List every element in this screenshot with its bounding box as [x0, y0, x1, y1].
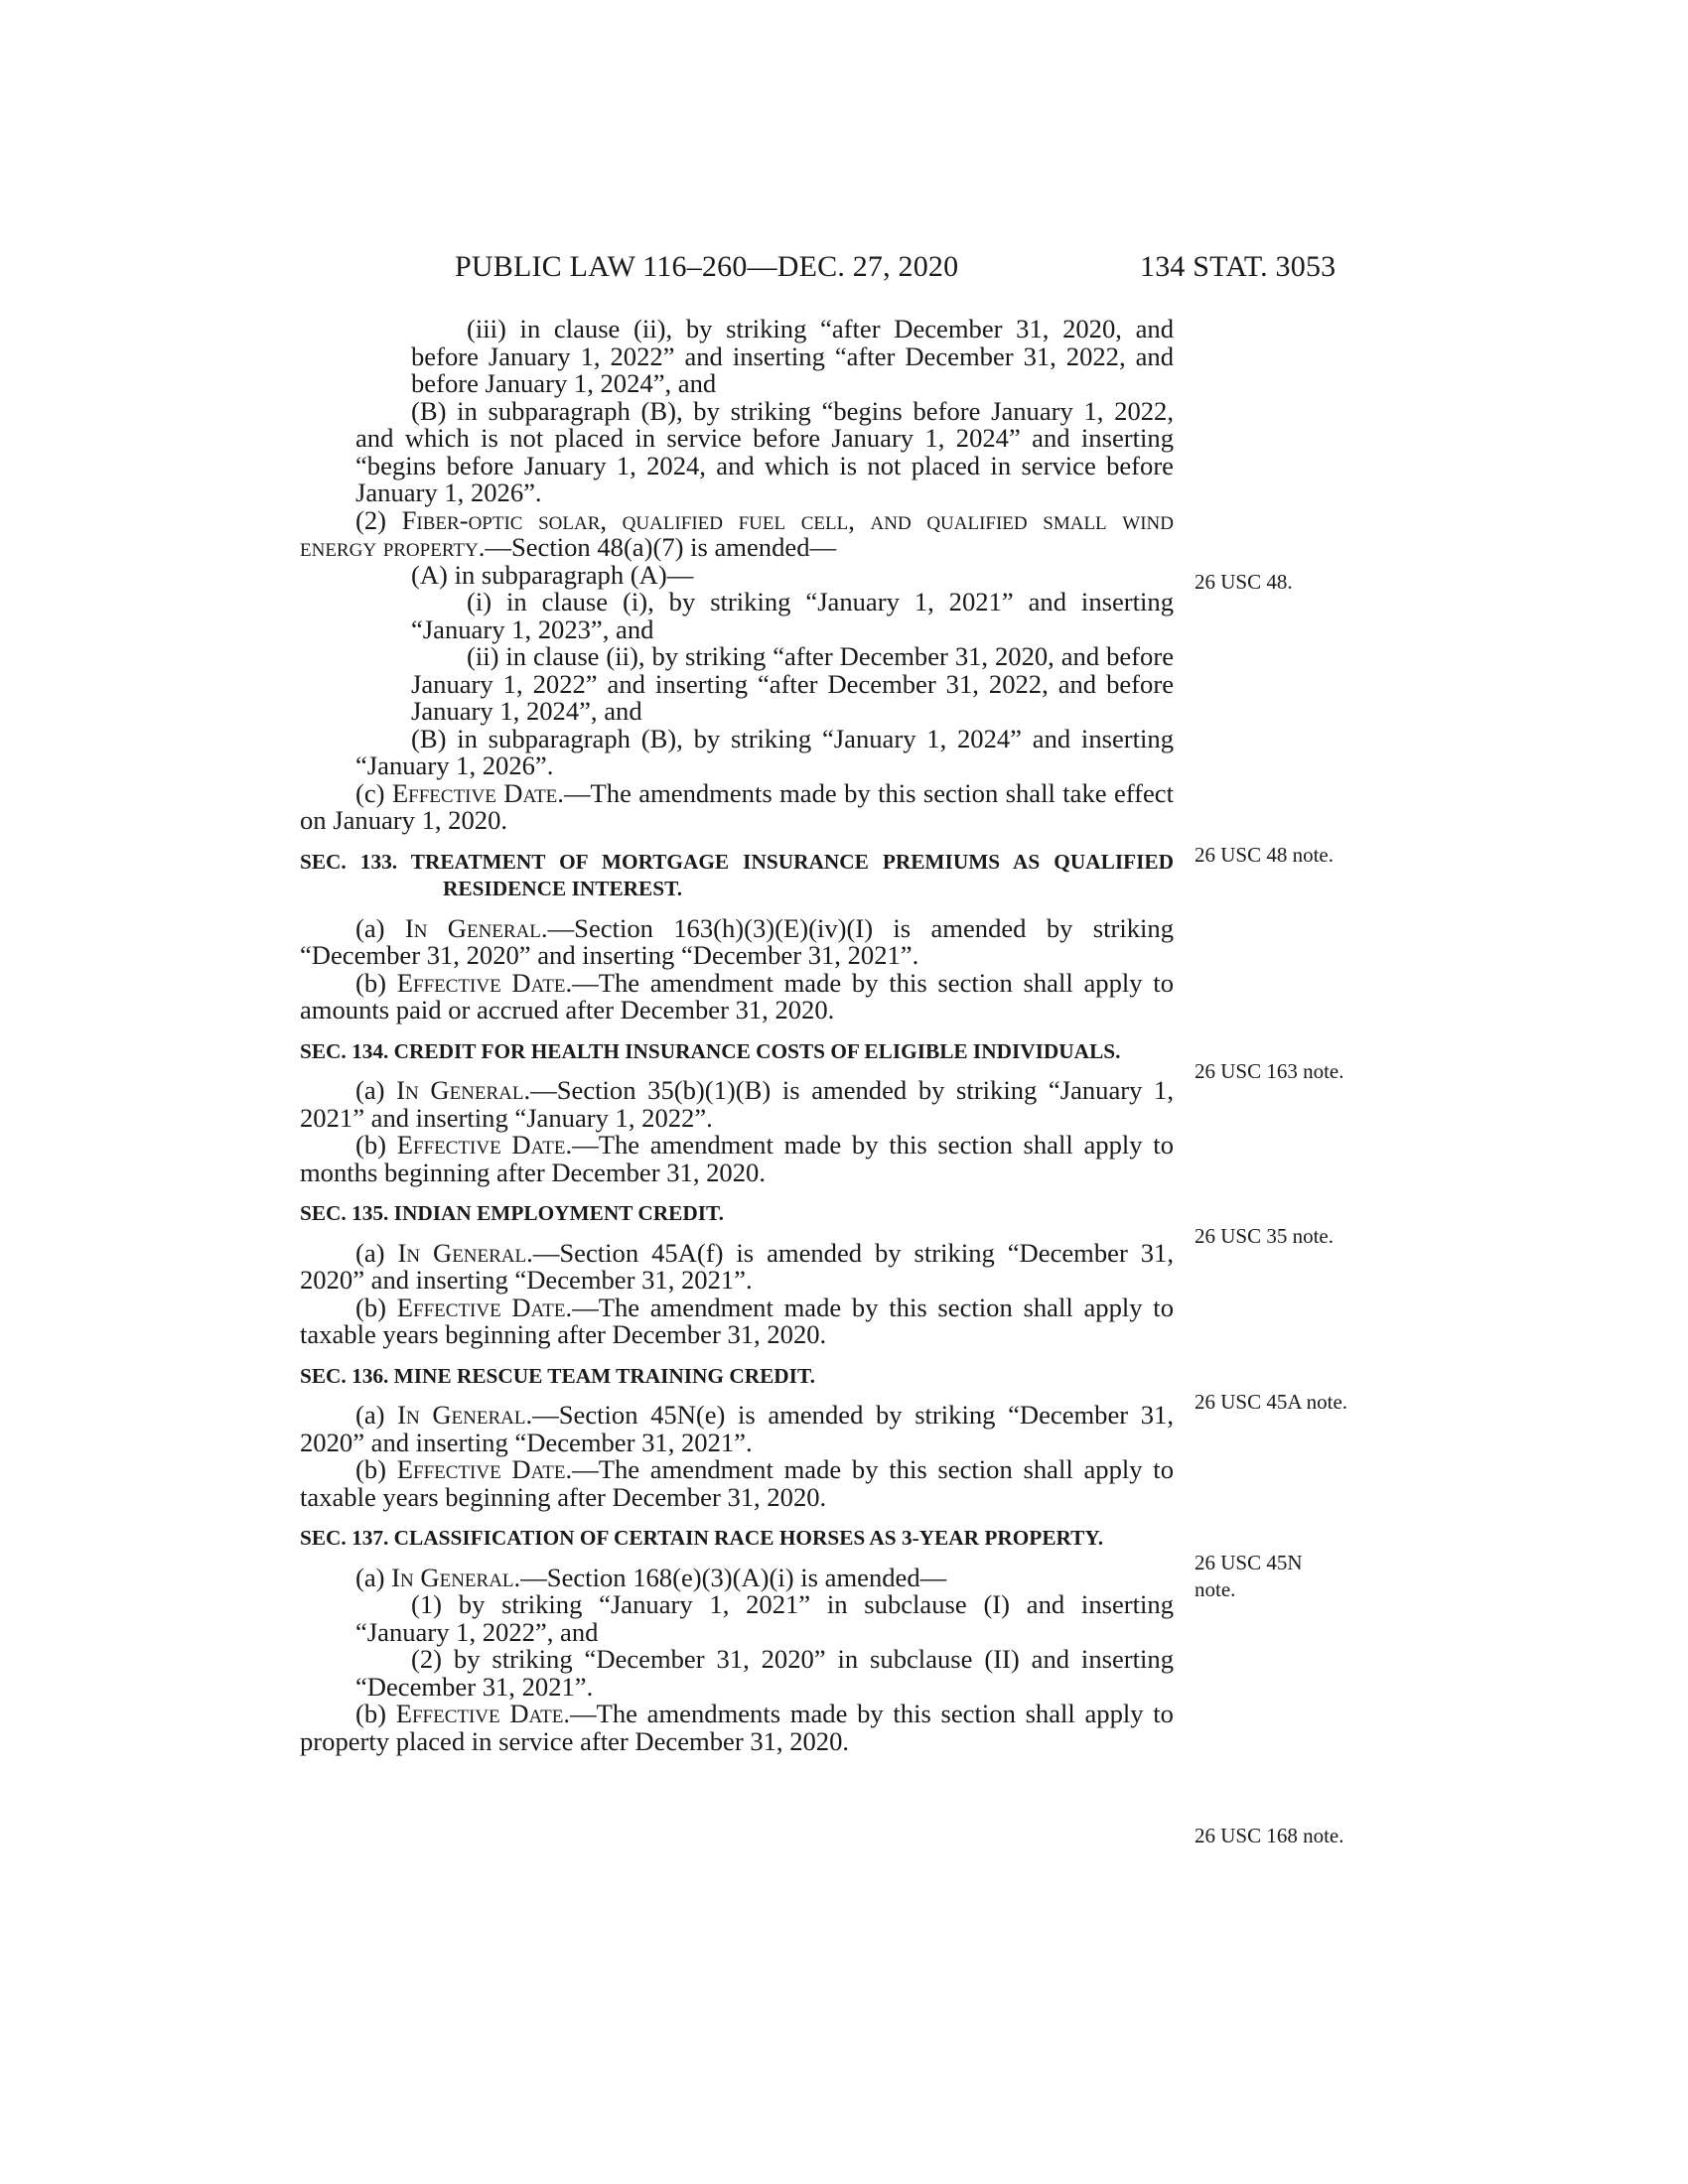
section-136-general — [300, 1402, 1174, 1456]
section-137-general — [300, 1562, 1174, 1592]
paragraph-text: —The amendment made by this section shall apply to months beginning after December 31, 2020. — [300, 1130, 1174, 1187]
paragraph-label: (a) — [355, 1075, 397, 1105]
section-number: SEC. 135. — [300, 1201, 394, 1225]
paragraph-heading: (2) Fiber-optic solar, qualified fuel cell, and qualified small wind energy property. — [300, 504, 1174, 562]
section-title: MINE RESCUE TEAM TRAINING CREDIT. — [393, 1363, 815, 1388]
section-133-general — [300, 912, 1175, 970]
margin-note-usc45n: 26 USC 45N — [1195, 1551, 1303, 1574]
paragraph-clause-ii: (ii) in clause (ii), by striking “after December 31, 2020, and before January 1, 2022” and inserting “after December 31, 2022, and before January 1, 2024”, and — [411, 641, 1174, 726]
paragraph-subparagraph-b-2: (B) in subparagraph (B), by striking “January 1, 2024” and inserting “January 1, 2026”. — [355, 723, 1174, 780]
section-title: CLASSIFICATION OF CERTAIN RACE HORSES AS 3-YEAR PROPERTY. — [393, 1526, 1104, 1550]
paragraph-text: —Section 45N(e) is amended by striking “December 31, 2020” and inserting “December 31, 2021”. — [300, 1400, 1174, 1457]
paragraph-label: (a) — [355, 1562, 392, 1592]
section-title: INDIAN EMPLOYMENT CREDIT. — [393, 1201, 724, 1225]
section-number: SEC. 137. — [300, 1526, 394, 1550]
paragraph-text: —The amendment made by this section shall apply to amounts paid or accrued after December 31, 2020. — [300, 967, 1174, 1024]
margin-note-usc45a-note: 26 USC 45A note. — [1195, 1390, 1348, 1414]
section-137-heading — [300, 1525, 1174, 1553]
document-body — [300, 316, 1174, 1755]
section-134-general — [300, 1077, 1174, 1132]
section-number: SEC. 134. — [300, 1038, 394, 1063]
paragraph-heading: Effective Date. — [391, 777, 564, 808]
paragraph-text: —Section 35(b)(1)(B) is amended by striking “January 1, 2021” and inserting “January 1, 2022”. — [300, 1075, 1175, 1133]
paragraph-heading: Effective Date. — [396, 1454, 573, 1484]
section-number: SEC. 133. — [300, 849, 411, 874]
paragraph-label: (b) — [355, 1454, 397, 1484]
paragraph-effective-date-c — [300, 777, 1174, 835]
paragraph-heading: Effective Date. — [396, 1292, 573, 1322]
running-header-title: PUBLIC LAW 116–260—DEC. 27, 2020 — [455, 250, 959, 283]
margin-note-usc168-note: 26 USC 168 note. — [1195, 1824, 1344, 1847]
section-133-effective-date — [300, 967, 1174, 1024]
section-135-general — [300, 1237, 1174, 1295]
paragraph-fiber-optic — [300, 504, 1174, 562]
paragraph-text: —Section 163(h)(3)(E)(iv)(I) is amended by striking “December 31, 2020” and inserting “December 31, 2021”. — [300, 912, 1175, 970]
paragraph-heading: Effective Date. — [396, 1130, 573, 1160]
paragraph-text: —The amendment made by this section shall apply to taxable years beginning after December 31, 2020. — [300, 1454, 1174, 1512]
paragraph-heading: Effective Date. — [395, 1699, 571, 1728]
paragraph-heading: In General. — [397, 1237, 533, 1268]
paragraph-label: (b) — [355, 1130, 397, 1160]
running-header-page: 134 STAT. 3053 — [1140, 250, 1336, 283]
margin-note-usc48-note: 26 USC 48 note. — [1195, 843, 1335, 867]
margin-note-usc45n-note: note. — [1195, 1577, 1236, 1601]
section-134-effective-date — [300, 1132, 1174, 1186]
section-135-heading — [300, 1200, 1174, 1228]
paragraph-text: —The amendment made by this section shall apply to taxable years beginning after December 31, 2020. — [300, 1292, 1174, 1349]
paragraph-label: (b) — [355, 1292, 397, 1322]
paragraph-text: —Section 48(a)(7) is amended— — [485, 532, 837, 562]
paragraph-clause-iii: (iii) in clause (ii), by striking “after December 31, 2020, and before January 1, 2022” and inserting “after December 31, 2022, and before January 1, 2024”, and — [411, 314, 1174, 398]
paragraph-text: —Section 168(e)(3)(A)(i) is amended— — [520, 1562, 947, 1592]
paragraph-label: (a) — [355, 1400, 398, 1430]
paragraph-subparagraph-a: (A) in subparagraph (A)— — [411, 559, 694, 590]
paragraph-heading: In General. — [396, 1075, 531, 1105]
paragraph-heading: In General. — [391, 1562, 521, 1592]
paragraph-text: —The amendments made by this section shall take effect on January 1, 2020. — [300, 777, 1174, 835]
paragraph-text: —Section 45A(f) is amended by striking “December 31, 2020” and inserting “December 31, 2021”. — [300, 1237, 1174, 1295]
section-title: CREDIT FOR HEALTH INSURANCE COSTS OF ELIGIBLE INDIVIDUALS. — [393, 1038, 1121, 1063]
section-137-item-1: (1) by striking “January 1, 2021” in subclause (I) and inserting “January 1, 2022”, and — [355, 1589, 1174, 1647]
section-136-heading — [300, 1363, 1174, 1391]
section-133-heading — [300, 849, 1174, 903]
paragraph-label: (c) — [355, 777, 392, 808]
section-136-effective-date — [300, 1456, 1174, 1511]
paragraph-label: (b) — [355, 967, 397, 998]
paragraph-subparagraph-b: (B) in subparagraph (B), by striking “begins before January 1, 2022, and which is not placed in service before January 1, 2024” and inserting “begins before January 1, 2024, and which is not placed in service before January 1, 2026”. — [355, 395, 1174, 507]
paragraph-heading: In General. — [404, 912, 548, 943]
section-137-effective-date — [300, 1701, 1174, 1755]
margin-note-usc163-note: 26 USC 163 note. — [1195, 1059, 1344, 1083]
section-title: TREATMENT OF MORTGAGE INSURANCE PREMIUMS AS QUALIFIED RESIDENCE INTEREST. — [410, 849, 1174, 900]
section-number: SEC. 136. — [300, 1363, 394, 1388]
section-137-item-2: (2) by striking “December 31, 2020” in subclause (II) and inserting “December 31, 2021”. — [355, 1644, 1174, 1702]
paragraph-label: (b) — [355, 1699, 396, 1728]
section-134-heading — [300, 1038, 1174, 1066]
paragraph-heading: Effective Date. — [396, 967, 573, 998]
paragraph-heading: In General. — [397, 1400, 533, 1430]
paragraph-label: (a) — [355, 1237, 398, 1268]
paragraph-clause-i: (i) in clause (i), by striking “January 1, 2021” and inserting “January 1, 2023”, and — [411, 587, 1174, 644]
section-135-effective-date — [300, 1292, 1174, 1349]
paragraph-label: (a) — [355, 912, 405, 943]
margin-note-usc48: 26 USC 48. — [1195, 570, 1293, 594]
margin-note-usc35-note: 26 USC 35 note. — [1195, 1224, 1335, 1248]
paragraph-text: —The amendments made by this section shall apply to property placed in service after December 31, 2020. — [300, 1699, 1174, 1756]
